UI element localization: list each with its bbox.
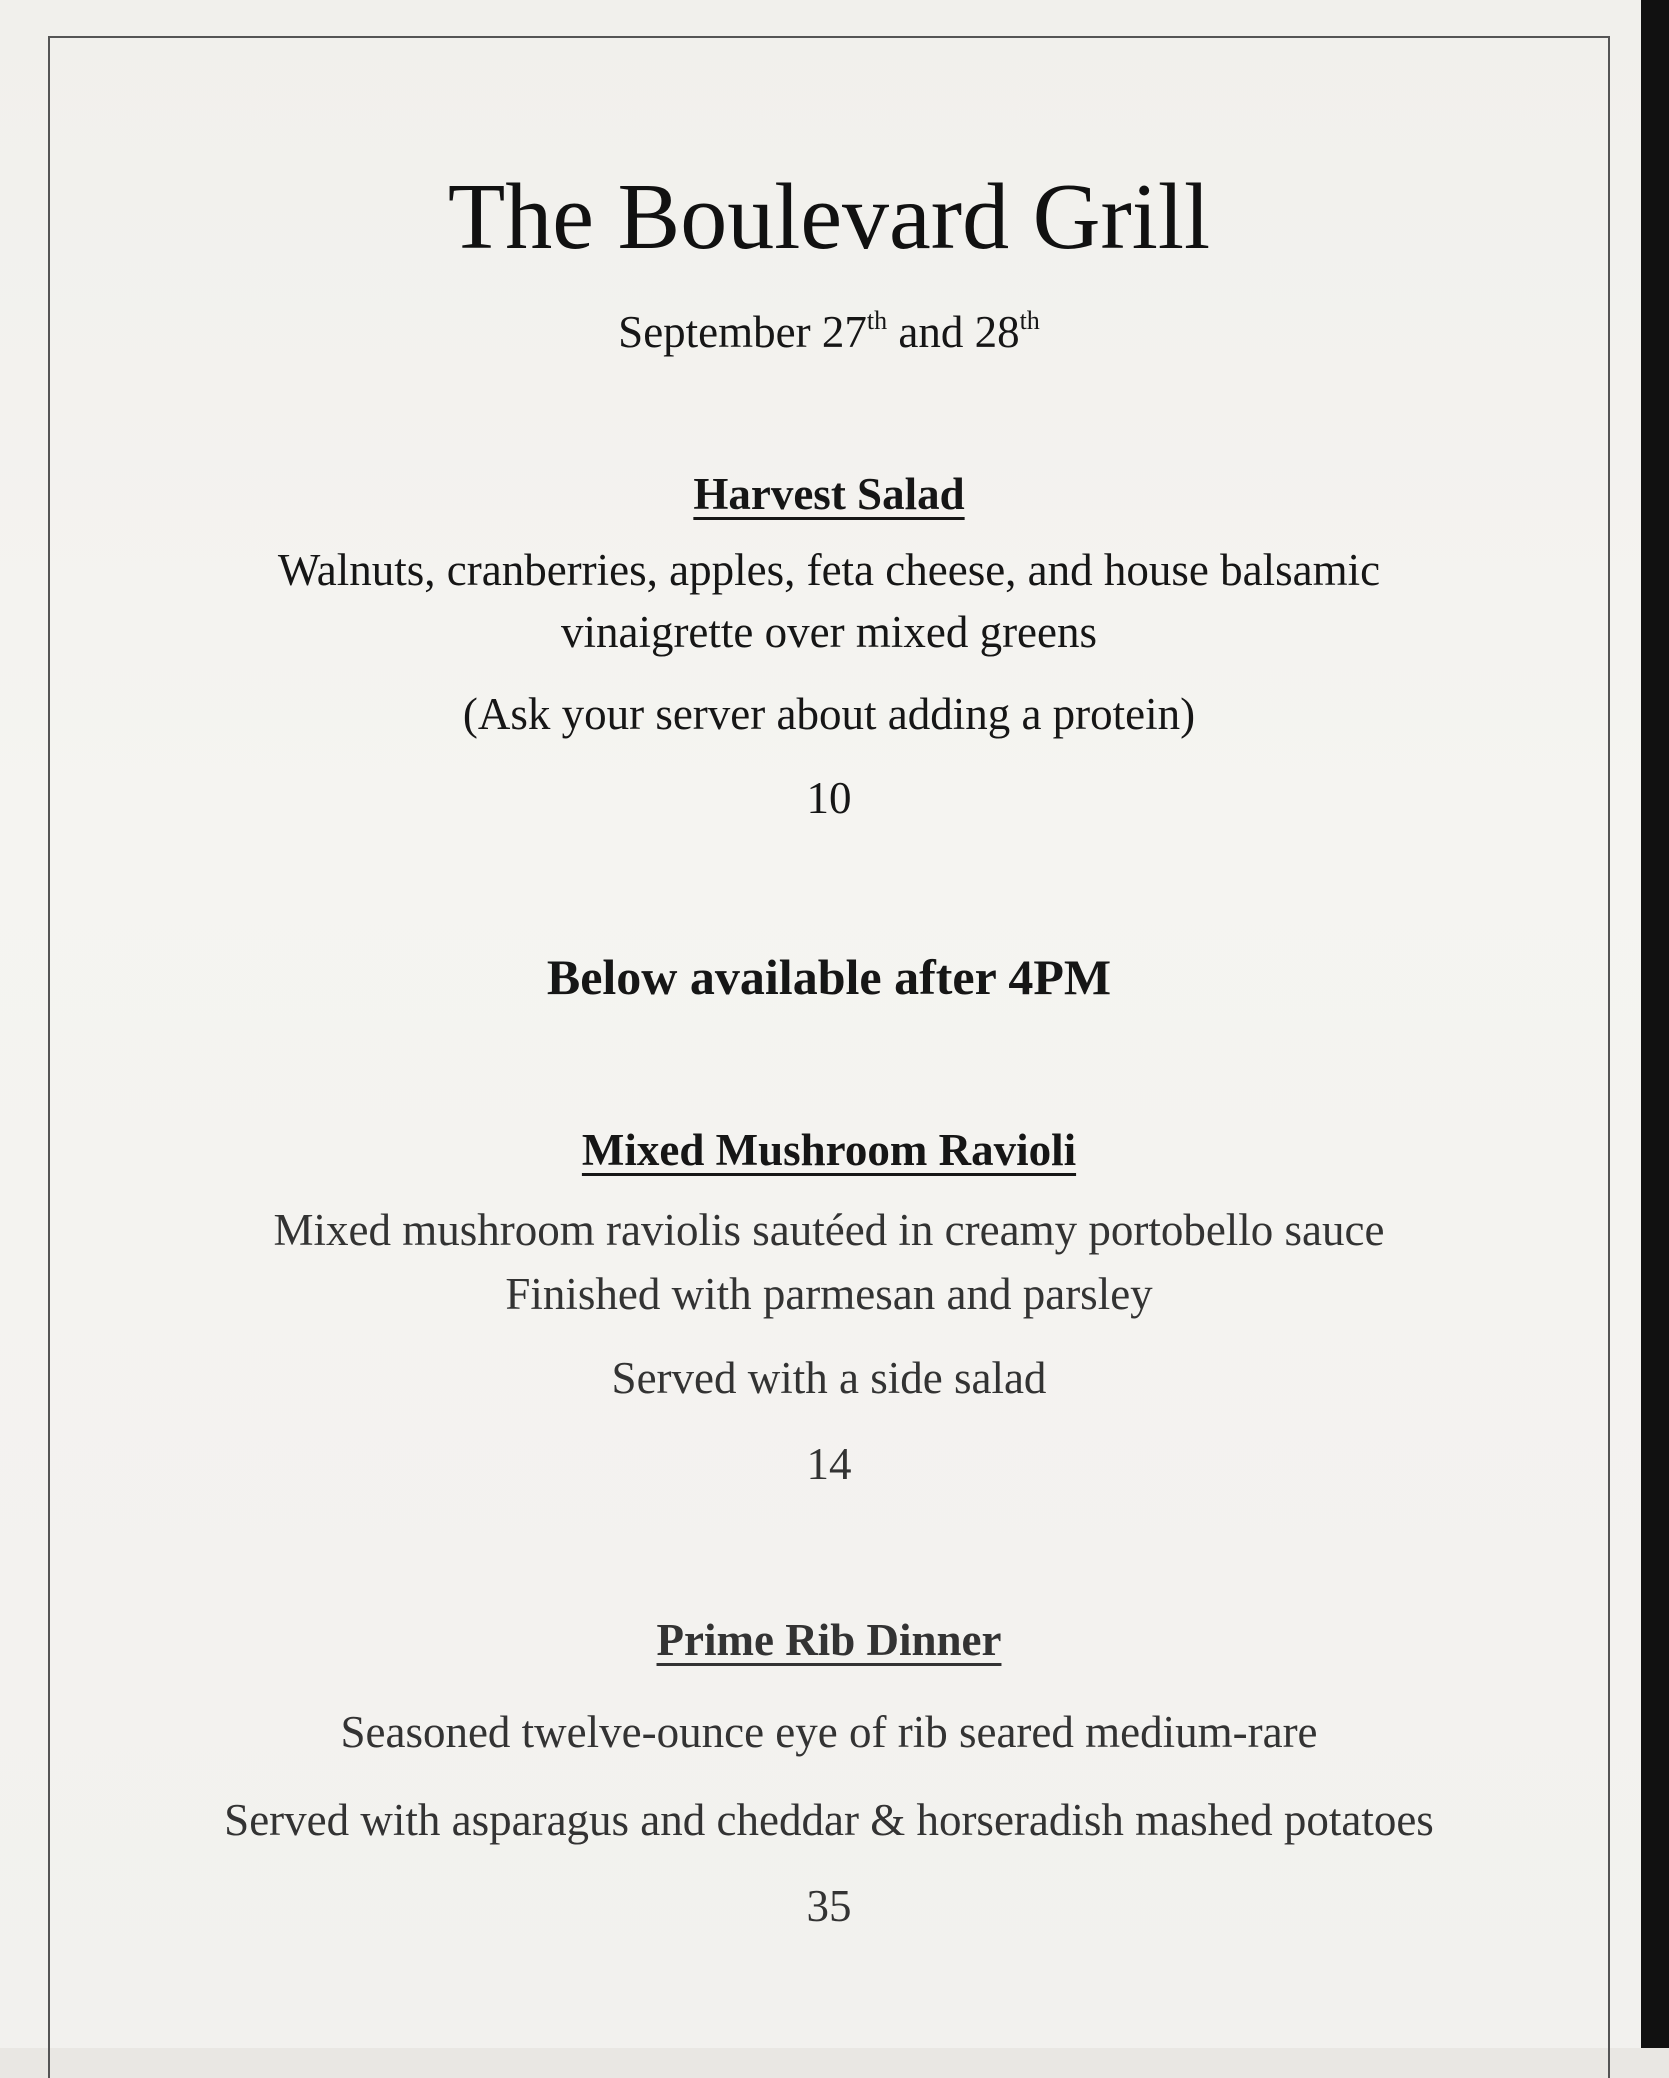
harvest-salad-heading: Harvest Salad <box>693 469 965 519</box>
date-first: September 27 <box>618 307 867 357</box>
date-first-suffix: th <box>866 306 888 335</box>
harvest-salad-desc-line2: vinaigrette over mixed greens <box>560 607 1098 657</box>
ravioli-price: 14 <box>806 1439 852 1489</box>
date-second: and 28 <box>887 307 1020 357</box>
availability-notice: Below available after 4PM <box>546 949 1112 1005</box>
ravioli-desc-line1: Mixed mushroom raviolis sautéed in creamy portobello sauce <box>273 1205 1385 1255</box>
harvest-salad-desc-line1: Walnuts, cranberries, apples, feta cheese, and house balsamic <box>277 545 1381 595</box>
ravioli-note: Served with a side salad <box>611 1353 1047 1403</box>
prime-rib-desc-line1: Seasoned twelve-ounce eye of rib seared medium-rare <box>340 1707 1318 1757</box>
background-edge <box>1641 0 1669 2048</box>
date-second-suffix: th <box>1019 306 1040 335</box>
ravioli-heading: Mixed Mushroom Ravioli <box>581 1125 1077 1175</box>
prime-rib-desc-line2: Served with asparagus and cheddar & horseradish mashed potatoes <box>224 1795 1434 1845</box>
harvest-salad-price: 10 <box>806 773 852 823</box>
harvest-salad-note: (Ask your server about adding a protein) <box>462 689 1196 739</box>
ravioli-desc-line2: Finished with parmesan and parsley <box>505 1269 1153 1319</box>
menu-date <box>50 308 1608 355</box>
prime-rib-heading: Prime Rib Dinner <box>656 1615 1002 1665</box>
prime-rib-price: 35 <box>806 1881 852 1931</box>
restaurant-title: The Boulevard Grill <box>447 165 1211 269</box>
